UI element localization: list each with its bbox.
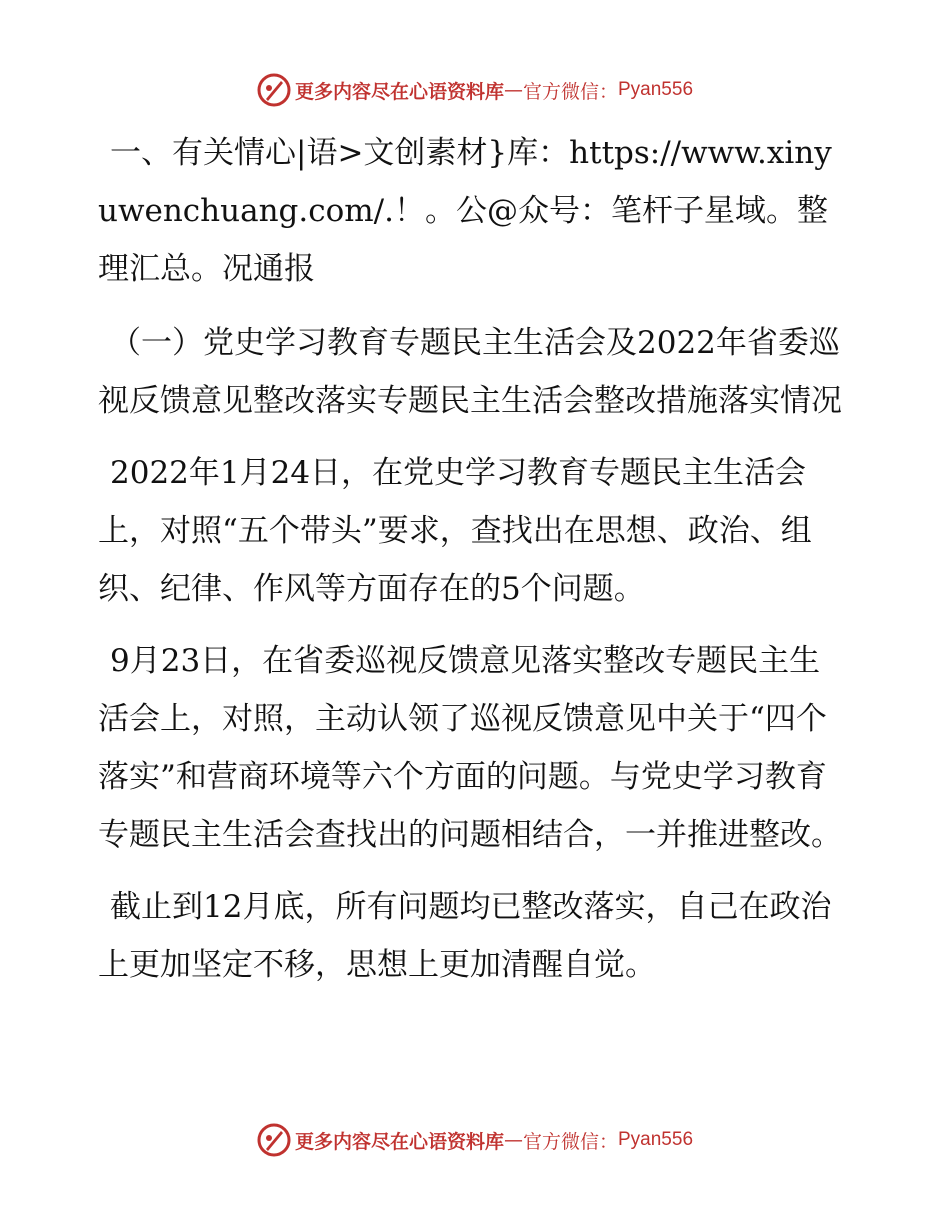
banner-main-text: 更多内容尽在心语资料库 <box>294 1130 504 1153</box>
paragraph-heading: 一、有关情心|语>文创素材}库：https://www.xinyuwenchuang.com/.！。公@众号：笔杆子星域。整理汇总。况通报 <box>98 135 832 287</box>
paragraph-dec-end: 截止到12月底，所有问题均已整改落实，自己在政治上更加坚定不移，思想上更加清醒自觉。 <box>98 889 832 983</box>
banner-sub-text: 官方微信： <box>522 80 618 103</box>
paragraph-jan-24: 2022年1月24日，在党史学习教育专题民主生活会上，对照“五个带头”要求，查找出在思想、政治、组织、纪律、作风等方面存在的5个问题。 <box>98 455 812 607</box>
banner-separator: — <box>503 1129 523 1151</box>
footer-watermark-banner <box>0 1120 950 1160</box>
paragraph-subheading: （一）党史学习教育专题民主生活会及2022年省委巡视反馈意见整改落实专题民主生活会整改措施落实情况 <box>98 325 842 419</box>
banner-main-text: 更多内容尽在心语资料库 <box>294 80 504 103</box>
quill-logo-icon <box>257 73 291 107</box>
document-body <box>98 124 850 1008</box>
banner-wechat-id: Pyan556 <box>618 1129 694 1150</box>
banner-sub-text: 官方微信： <box>522 1130 618 1153</box>
paragraph-sep-23: 9月23日，在省委巡视反馈意见落实整改专题民主生活会上，对照，主动认领了巡视反馈意见中关于“四个落实”和营商环境等六个方面的问题。与党史学习教育专题民主生活会查找出的问题相结合，一并推进整改。 <box>98 643 842 853</box>
banner-wechat-id: Pyan556 <box>618 79 694 100</box>
banner-separator: — <box>503 79 523 101</box>
quill-logo-icon <box>257 1123 291 1157</box>
header-watermark-banner <box>0 70 950 110</box>
